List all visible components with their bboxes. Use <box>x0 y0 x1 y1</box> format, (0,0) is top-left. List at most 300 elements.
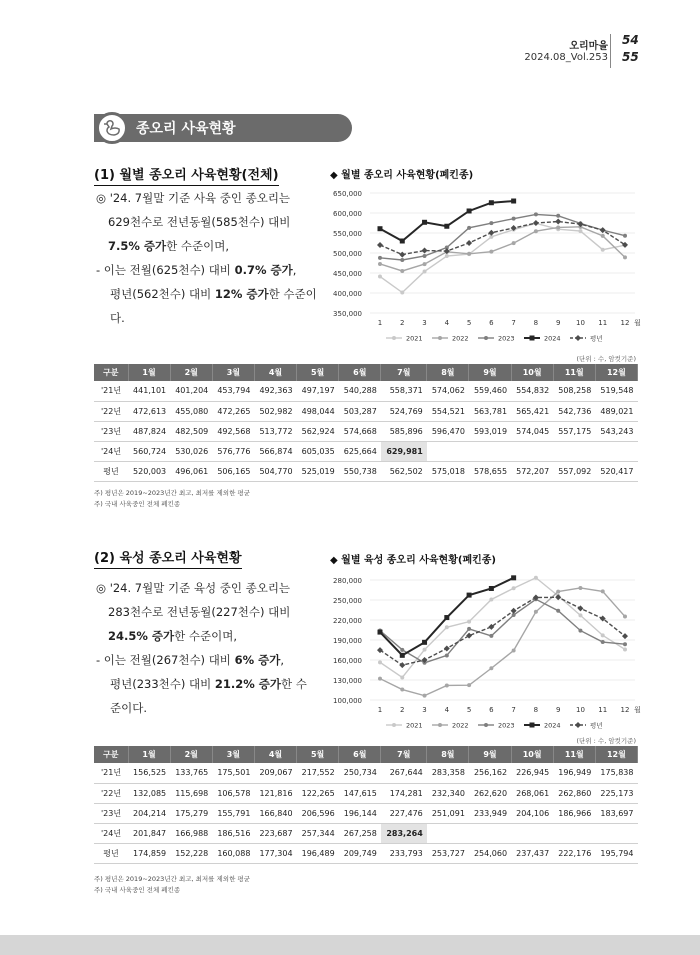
table-cell: 209,067 <box>254 763 296 783</box>
data-point <box>534 229 538 233</box>
table-cell: 455,080 <box>170 401 212 421</box>
table-cell: 504,770 <box>254 461 296 481</box>
table-cell: 525,019 <box>297 461 339 481</box>
s2-line5-a: 평년(233천수) 대비 <box>110 677 215 691</box>
data-point <box>512 648 516 652</box>
page-footer-bar <box>0 935 700 955</box>
table-cell: 565,421 <box>511 401 553 421</box>
legend-label: 2024 <box>544 334 561 343</box>
data-point <box>444 645 450 651</box>
table-header-cell: 11월 <box>553 746 595 763</box>
table-cell: 496,061 <box>170 461 212 481</box>
y-tick-label: 280,000 <box>333 577 362 585</box>
y-tick-label: 130,000 <box>333 677 362 685</box>
data-point <box>578 629 582 633</box>
section2-paragraph <box>96 576 326 720</box>
row-label: '22년 <box>94 401 128 421</box>
table-cell: 267,644 <box>381 763 427 783</box>
section1-note <box>94 488 250 510</box>
table-cell: 502,982 <box>254 401 296 421</box>
table-cell: 574,062 <box>427 381 469 401</box>
y-tick-label: 190,000 <box>333 637 362 645</box>
table-cell: 175,279 <box>170 803 212 823</box>
table-header-row <box>94 746 638 763</box>
row-label: 평년 <box>94 843 128 863</box>
data-point <box>601 248 605 252</box>
table-cell: 186,516 <box>212 823 254 843</box>
table-cell: 262,620 <box>469 783 511 803</box>
chart-1 <box>320 185 640 365</box>
data-point <box>400 238 405 243</box>
x-tick-label: 6 <box>489 706 494 714</box>
s1-note1: 주) 평년은 2019~2023년간 최고, 최저를 제외한 평균 <box>94 489 250 497</box>
section1-paragraph <box>96 186 321 330</box>
x-tick-label: 4 <box>444 319 450 327</box>
data-point <box>378 256 382 260</box>
row-label: '24년 <box>94 441 128 461</box>
data-point <box>578 229 582 233</box>
data-point <box>422 640 427 645</box>
y-tick-label: 350,000 <box>333 310 362 318</box>
table-cell: 629,981 <box>381 441 427 461</box>
data-point <box>533 220 539 226</box>
data-point <box>601 589 605 593</box>
x-tick-label: 5 <box>466 706 472 714</box>
table-row <box>94 763 638 783</box>
data-point <box>578 586 582 590</box>
table-cell: 237,437 <box>511 843 553 863</box>
table-cell: 160,088 <box>212 843 254 863</box>
table-header-cell: 8월 <box>427 746 469 763</box>
legend-marker <box>392 723 396 727</box>
s2-line4-a: - 이는 전월(267천수) 대비 <box>96 653 235 667</box>
s2-line5 <box>96 672 326 696</box>
data-point <box>378 677 382 681</box>
section1-chart-title: ◆ 월별 종오리 사육현황(폐킨종) <box>330 170 474 181</box>
table-cell: 147,615 <box>339 783 381 803</box>
s1-emph2: 0.7% 증가 <box>234 263 293 277</box>
table-header-cell: 10월 <box>511 746 553 763</box>
data-point <box>400 269 404 273</box>
series-line <box>380 588 625 696</box>
data-point <box>601 234 605 238</box>
table-cell: 543,243 <box>595 421 637 441</box>
table-cell: 256,162 <box>469 763 511 783</box>
table-cell: 226,945 <box>511 763 553 783</box>
table-cell: 133,765 <box>170 763 212 783</box>
s2-emph2: 6% 증가 <box>234 653 281 667</box>
table-row <box>94 783 638 803</box>
y-tick-label: 100,000 <box>333 697 362 705</box>
s1-line5-a: 평년(562천수) 대비 <box>110 287 215 301</box>
data-point <box>378 630 383 635</box>
table-cell: 283,358 <box>427 763 469 783</box>
table-header-cell: 12월 <box>595 746 637 763</box>
table-row <box>94 823 638 843</box>
table-cell <box>469 441 511 461</box>
s2-line2: 283천수로 전년동월(227천수) 대비 <box>108 605 291 619</box>
data-point <box>600 227 606 233</box>
section2-table <box>94 746 638 864</box>
x-tick-label: 1 <box>377 319 383 327</box>
s1-line4-b: , <box>292 263 297 277</box>
x-tick-suffix: 월 <box>634 319 641 327</box>
x-tick-label: 8 <box>533 319 539 327</box>
x-tick-label: 10 <box>575 319 585 327</box>
table-cell: 251,091 <box>427 803 469 823</box>
data-point <box>467 627 471 631</box>
data-point <box>623 255 627 259</box>
table-cell: 177,304 <box>254 843 296 863</box>
data-point <box>489 598 493 602</box>
table-cell: 217,552 <box>297 763 339 783</box>
table-cell: 578,655 <box>469 461 511 481</box>
legend-label: 2022 <box>452 334 469 343</box>
table-cell: 542,736 <box>553 401 595 421</box>
s2-note1: 주) 평년은 2019~2023년간 최고, 최저를 제외한 평균 <box>94 875 250 883</box>
legend-label: 2024 <box>544 721 561 730</box>
table-cell: 557,092 <box>553 461 595 481</box>
table-cell <box>595 441 637 461</box>
legend-label: 2021 <box>406 721 423 730</box>
data-point <box>467 252 471 256</box>
chart-2 <box>320 572 640 752</box>
table-cell: 489,021 <box>595 401 637 421</box>
table-header-cell: 3월 <box>212 746 254 763</box>
data-point <box>489 666 493 670</box>
y-tick-label: 550,000 <box>333 230 362 238</box>
s2-emph1: 24.5% 증가 <box>108 629 175 643</box>
table-header-cell: 1월 <box>128 364 170 381</box>
table-cell: 183,697 <box>595 803 637 823</box>
data-point <box>445 653 449 657</box>
x-tick-label: 4 <box>444 706 450 714</box>
data-point <box>467 620 471 624</box>
data-point <box>400 258 404 262</box>
table-row <box>94 441 638 461</box>
table-header-cell: 5월 <box>297 364 339 381</box>
table-cell: 166,840 <box>254 803 296 823</box>
table-cell: 204,106 <box>511 803 553 823</box>
legend-marker <box>438 723 442 727</box>
table-header-cell: 8월 <box>427 364 469 381</box>
legend-label: 2021 <box>406 334 423 343</box>
data-point <box>377 242 383 248</box>
legend-marker <box>575 722 581 728</box>
legend-marker <box>530 723 535 728</box>
data-point <box>488 230 494 236</box>
table-cell: 574,045 <box>511 421 553 441</box>
table-cell: 267,258 <box>339 823 381 843</box>
table-cell: 550,738 <box>339 461 381 481</box>
table-cell: 566,874 <box>254 441 296 461</box>
data-point <box>489 221 493 225</box>
s2-line3 <box>96 624 326 648</box>
table-cell <box>469 823 511 843</box>
row-label: '21년 <box>94 381 128 401</box>
legend-marker <box>575 335 581 341</box>
series-line <box>380 201 514 241</box>
table-cell: 506,165 <box>212 461 254 481</box>
table-cell: 132,085 <box>128 783 170 803</box>
table-cell: 223,687 <box>254 823 296 843</box>
s1-line2: 629천수로 전년동월(585천수) 대비 <box>108 215 291 229</box>
table-cell: 175,501 <box>212 763 254 783</box>
legend-marker <box>484 723 488 727</box>
table-cell: 554,521 <box>427 401 469 421</box>
table-cell: 233,949 <box>469 803 511 823</box>
data-point <box>512 217 516 221</box>
table-header-cell: 3월 <box>212 364 254 381</box>
table-cell <box>553 823 595 843</box>
table-cell: 268,061 <box>511 783 553 803</box>
table-cell: 487,824 <box>128 421 170 441</box>
data-point <box>400 688 404 692</box>
data-point <box>444 615 449 620</box>
y-tick-label: 600,000 <box>333 210 362 218</box>
table-row <box>94 843 638 863</box>
data-point <box>399 662 405 668</box>
x-tick-label: 12 <box>620 319 630 327</box>
table-cell: 562,502 <box>381 461 427 481</box>
table-header-row <box>94 364 638 381</box>
data-point <box>378 660 382 664</box>
data-point <box>400 675 404 679</box>
table-cell: 492,568 <box>212 421 254 441</box>
row-label: '23년 <box>94 421 128 441</box>
table-cell: 201,847 <box>128 823 170 843</box>
banner-title: 종오리 사육현황 <box>136 121 236 137</box>
table-cell: 520,003 <box>128 461 170 481</box>
table-cell: 225,173 <box>595 783 637 803</box>
table-cell: 540,288 <box>339 381 381 401</box>
table-cell: 554,832 <box>511 381 553 401</box>
data-point <box>400 648 404 652</box>
y-tick-label: 160,000 <box>333 657 362 665</box>
table-cell <box>511 441 553 461</box>
s2-line4-b: , <box>280 653 284 667</box>
table-cell: 472,265 <box>212 401 254 421</box>
table-cell: 250,734 <box>339 763 381 783</box>
data-point <box>467 226 471 230</box>
data-point <box>622 633 628 639</box>
table-cell: 152,228 <box>170 843 212 863</box>
table-cell: 262,860 <box>553 783 595 803</box>
table-cell: 115,698 <box>170 783 212 803</box>
data-point <box>555 594 561 600</box>
data-point <box>512 241 516 245</box>
table-cell: 596,470 <box>427 421 469 441</box>
table-cell: 222,176 <box>553 843 595 863</box>
issue-label: 2024.08_Vol.253 <box>524 52 608 63</box>
table-cell: 559,460 <box>469 381 511 401</box>
table-cell: 575,018 <box>427 461 469 481</box>
table-cell: 508,258 <box>553 381 595 401</box>
data-point <box>400 653 405 658</box>
data-point <box>556 214 560 218</box>
data-point <box>467 683 471 687</box>
table-cell <box>511 823 553 843</box>
table-cell: 186,966 <box>553 803 595 823</box>
table-cell: 196,489 <box>297 843 339 863</box>
table-cell: 283,264 <box>381 823 427 843</box>
data-point <box>489 586 494 591</box>
table-cell <box>595 823 637 843</box>
y-tick-label: 250,000 <box>333 597 362 605</box>
table-header-cell: 6월 <box>339 746 381 763</box>
chart-2-svg <box>320 572 640 752</box>
table-row <box>94 803 638 823</box>
y-tick-label: 400,000 <box>333 290 362 298</box>
table-cell: 572,207 <box>511 461 553 481</box>
data-point <box>623 234 627 238</box>
table-row <box>94 401 638 421</box>
table-header-cell: 1월 <box>128 746 170 763</box>
legend-marker <box>484 336 488 340</box>
table-cell: 204,214 <box>128 803 170 823</box>
data-point <box>445 683 449 687</box>
table-cell: 253,727 <box>427 843 469 863</box>
data-point <box>623 642 627 646</box>
data-point <box>489 200 494 205</box>
data-point <box>601 640 605 644</box>
data-point <box>511 199 516 204</box>
row-label: '22년 <box>94 783 128 803</box>
s1-line3 <box>96 234 321 258</box>
table-cell: 121,816 <box>254 783 296 803</box>
table-cell: 563,781 <box>469 401 511 421</box>
table-cell: 155,791 <box>212 803 254 823</box>
x-tick-label: 10 <box>575 706 585 714</box>
data-point <box>512 586 516 590</box>
x-tick-suffix: 월 <box>634 706 641 714</box>
table-cell: 530,026 <box>170 441 212 461</box>
data-point <box>467 593 472 598</box>
s2-line1: ◎ '24. 7월말 기준 육성 중인 종오리는 <box>96 581 291 595</box>
table-header-cell: 9월 <box>469 746 511 763</box>
data-point <box>378 226 383 231</box>
table-header-cell: 6월 <box>339 364 381 381</box>
x-tick-label: 2 <box>400 706 405 714</box>
legend-label: 평년 <box>590 334 603 343</box>
x-tick-label: 1 <box>377 706 383 714</box>
legend-marker <box>392 336 396 340</box>
table-header-cell: 12월 <box>595 364 637 381</box>
table-header-cell: 2월 <box>170 364 212 381</box>
data-point <box>466 633 472 639</box>
section1-title: (1) 월별 종오리 사육현황(전체) <box>94 164 279 183</box>
data-point <box>423 269 427 273</box>
legend-label: 평년 <box>590 721 603 730</box>
data-point <box>556 590 560 594</box>
table-cell: 206,596 <box>297 803 339 823</box>
data-point <box>466 240 472 246</box>
data-point <box>423 694 427 698</box>
s1-line5 <box>96 282 321 330</box>
data-point <box>489 250 493 254</box>
table-header-cell: 5월 <box>297 746 339 763</box>
x-tick-label: 6 <box>489 319 494 327</box>
table-cell: 520,417 <box>595 461 637 481</box>
data-point <box>378 262 382 266</box>
table-cell: 166,988 <box>170 823 212 843</box>
data-point <box>578 613 582 617</box>
data-point <box>444 224 449 229</box>
data-point <box>423 648 427 652</box>
table-cell <box>427 823 469 843</box>
series-line <box>380 597 625 665</box>
table-cell: 576,776 <box>212 441 254 461</box>
page-number-right: 55 <box>622 50 639 64</box>
table-row <box>94 461 638 481</box>
table-header-cell: 2월 <box>170 746 212 763</box>
section2-chart-title: ◆ 월별 육성 종오리 사육현황(폐킨종) <box>330 555 496 566</box>
legend-label: 2023 <box>498 721 515 730</box>
table-cell: 122,265 <box>297 783 339 803</box>
data-point <box>556 225 560 229</box>
table-cell: 519,548 <box>595 381 637 401</box>
section2-title: (2) 육성 종오리 사육현황 <box>94 547 242 566</box>
table-cell: 175,838 <box>595 763 637 783</box>
y-tick-label: 500,000 <box>333 250 362 258</box>
row-label: '23년 <box>94 803 128 823</box>
chart-1-svg <box>320 185 640 365</box>
legend-marker <box>438 336 442 340</box>
table-header-cell: 구분 <box>94 364 128 381</box>
x-tick-label: 12 <box>620 706 630 714</box>
section2-note <box>94 874 250 896</box>
s1-line3-rest: 한 수준이며, <box>166 239 229 253</box>
table-cell: 232,340 <box>427 783 469 803</box>
table-cell: 257,344 <box>297 823 339 843</box>
table-cell: 497,197 <box>297 381 339 401</box>
data-point <box>423 254 427 258</box>
data-point <box>445 625 449 629</box>
table-cell: 106,578 <box>212 783 254 803</box>
data-point <box>623 615 627 619</box>
table-cell <box>553 441 595 461</box>
table-cell <box>427 441 469 461</box>
x-tick-label: 2 <box>400 319 405 327</box>
data-point <box>511 575 516 580</box>
table-cell: 498,044 <box>297 401 339 421</box>
data-point <box>555 219 561 225</box>
duck-icon <box>96 112 128 144</box>
table-cell: 524,769 <box>381 401 427 421</box>
table-cell: 174,859 <box>128 843 170 863</box>
table-cell: 585,896 <box>381 421 427 441</box>
data-point <box>422 220 427 225</box>
s1-line1: ◎ '24. 7월말 기준 사육 중인 종오리는 <box>96 191 291 205</box>
x-tick-label: 8 <box>533 706 539 714</box>
table-cell: 233,793 <box>381 843 427 863</box>
table-cell: 227,476 <box>381 803 427 823</box>
table-cell: 503,287 <box>339 401 381 421</box>
table-cell: 254,060 <box>469 843 511 863</box>
data-point <box>601 633 605 637</box>
table-cell: 401,204 <box>170 381 212 401</box>
table-header-cell: 10월 <box>511 364 553 381</box>
table-header-cell: 4월 <box>254 746 296 763</box>
y-tick-label: 220,000 <box>333 617 362 625</box>
row-label: 평년 <box>94 461 128 481</box>
table-header-cell: 4월 <box>254 364 296 381</box>
table-cell: 593,019 <box>469 421 511 441</box>
s2-line3-rest: 한 수준이며, <box>174 629 237 643</box>
table-cell: 196,144 <box>339 803 381 823</box>
data-point <box>623 647 627 651</box>
table-cell: 174,281 <box>381 783 427 803</box>
